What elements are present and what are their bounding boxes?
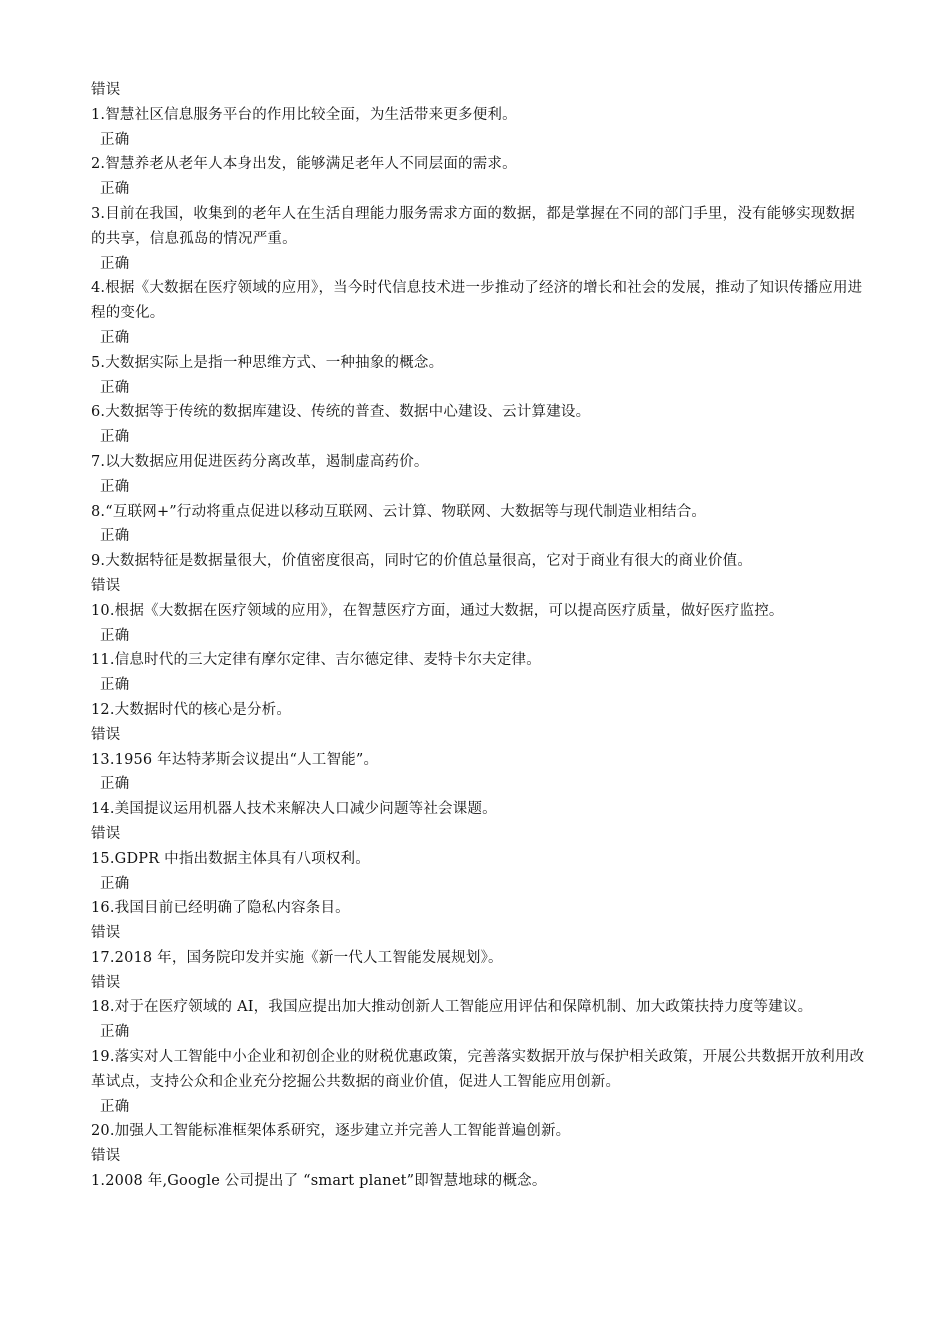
question-text: 1.智慧社区信息服务平台的作用比较全面，为生活带来更多便利。 [91, 106, 517, 123]
question-text: 16.我国目前已经明确了隐私内容条目。 [91, 900, 350, 917]
answer-wrong: 错误 [91, 1148, 121, 1165]
question-text: 12.大数据时代的核心是分析。 [91, 701, 292, 718]
answer-correct: 正确 [100, 627, 130, 644]
answer-correct: 正确 [100, 1098, 130, 1115]
answer-correct: 正确 [100, 478, 130, 495]
question-text: 8.“互联网+”行动将重点促进以移动互联网、云计算、物联网、大数据等与现代制造业相结合。 [91, 503, 707, 520]
question-text: 5.大数据实际上是指一种思维方式、一种抽象的概念。 [91, 354, 444, 371]
answer-correct: 正确 [100, 528, 130, 545]
answer-correct: 正确 [100, 181, 130, 198]
question-text: 2.智慧养老从老年人本身出发，能够满足老年人不同层面的需求。 [91, 156, 517, 173]
answer-correct: 正确 [100, 776, 130, 793]
document-page [91, 78, 869, 1194]
question-text: 9.大数据特征是数据量很大，价值密度很高，同时它的价值总量很高，它对于商业有很大的商业价值。 [91, 553, 753, 570]
answer-correct: 正确 [100, 875, 130, 892]
question-text: 13.1956 年达特茅斯会议提出“人工智能”。 [91, 751, 379, 768]
answer-correct: 正确 [100, 255, 130, 272]
answer-correct: 正确 [100, 677, 130, 694]
question-text: 1.2008 年,Google 公司提出了 “smart planet”即智慧地球的概念。 [91, 1173, 547, 1190]
question-text: 18.对于在医疗领域的 AI，我国应提出加大推动创新人工智能应用评估和保障机制、加大政策扶持力度等建议。 [91, 999, 813, 1016]
answer-correct: 正确 [100, 379, 130, 396]
question-text: 6.大数据等于传统的数据库建设、传统的普查、数据中心建设、云计算建设。 [91, 404, 591, 421]
question-text: 11.信息时代的三大定律有摩尔定律、吉尔德定律、麦特卡尔夫定律。 [91, 652, 541, 669]
answer-wrong: 错误 [91, 82, 121, 98]
question-text: 19.落实对人工智能中小企业和初创企业的财税优惠政策，完善落实数据开放与保护相关政策，开展公共数据开放利用改革试点，支持公众和企业充分挖掘公共数据的商业价值，促进人工智能应用创新。 [91, 1049, 865, 1090]
question-text: 17.2018 年，国务院印发并实施《新一代人工智能发展规划》。 [91, 949, 503, 966]
answer-wrong: 错误 [91, 974, 121, 991]
answer-wrong: 错误 [91, 577, 121, 594]
answer-wrong: 错误 [91, 726, 121, 743]
question-text: 15.GDPR 中指出数据主体具有八项权利。 [91, 850, 370, 867]
answer-correct: 正确 [100, 1024, 130, 1041]
answer-correct: 正确 [100, 329, 130, 346]
question-text: 3.目前在我国，收集到的老年人在生活自理能力服务需求方面的数据，都是掌握在不同的部门手里，没有能够实现数据的共享，信息孤岛的情况严重。 [91, 205, 855, 247]
question-text: 20.加强人工智能标准框架体系研究，逐步建立并完善人工智能普遍创新。 [91, 1123, 571, 1140]
answer-wrong: 错误 [91, 925, 121, 942]
question-text: 14.美国提议运用机器人技术来解决人口减少问题等社会课题。 [91, 801, 497, 818]
answer-correct: 正确 [100, 131, 130, 148]
question-text: 10.根据《大数据在医疗领域的应用》，在智慧医疗方面，通过大数据，可以提高医疗质量，做好医疗监控。 [91, 602, 784, 619]
answer-correct: 正确 [100, 429, 130, 446]
answer-wrong: 错误 [91, 825, 121, 842]
question-text: 7.以大数据应用促进医药分离改革，遏制虚高药价。 [91, 453, 429, 470]
question-text: 4.根据《大数据在医疗领域的应用》，当今时代信息技术进一步推动了经济的增长和社会的发展，推动了知识传播应用进程的变化。 [91, 280, 863, 322]
